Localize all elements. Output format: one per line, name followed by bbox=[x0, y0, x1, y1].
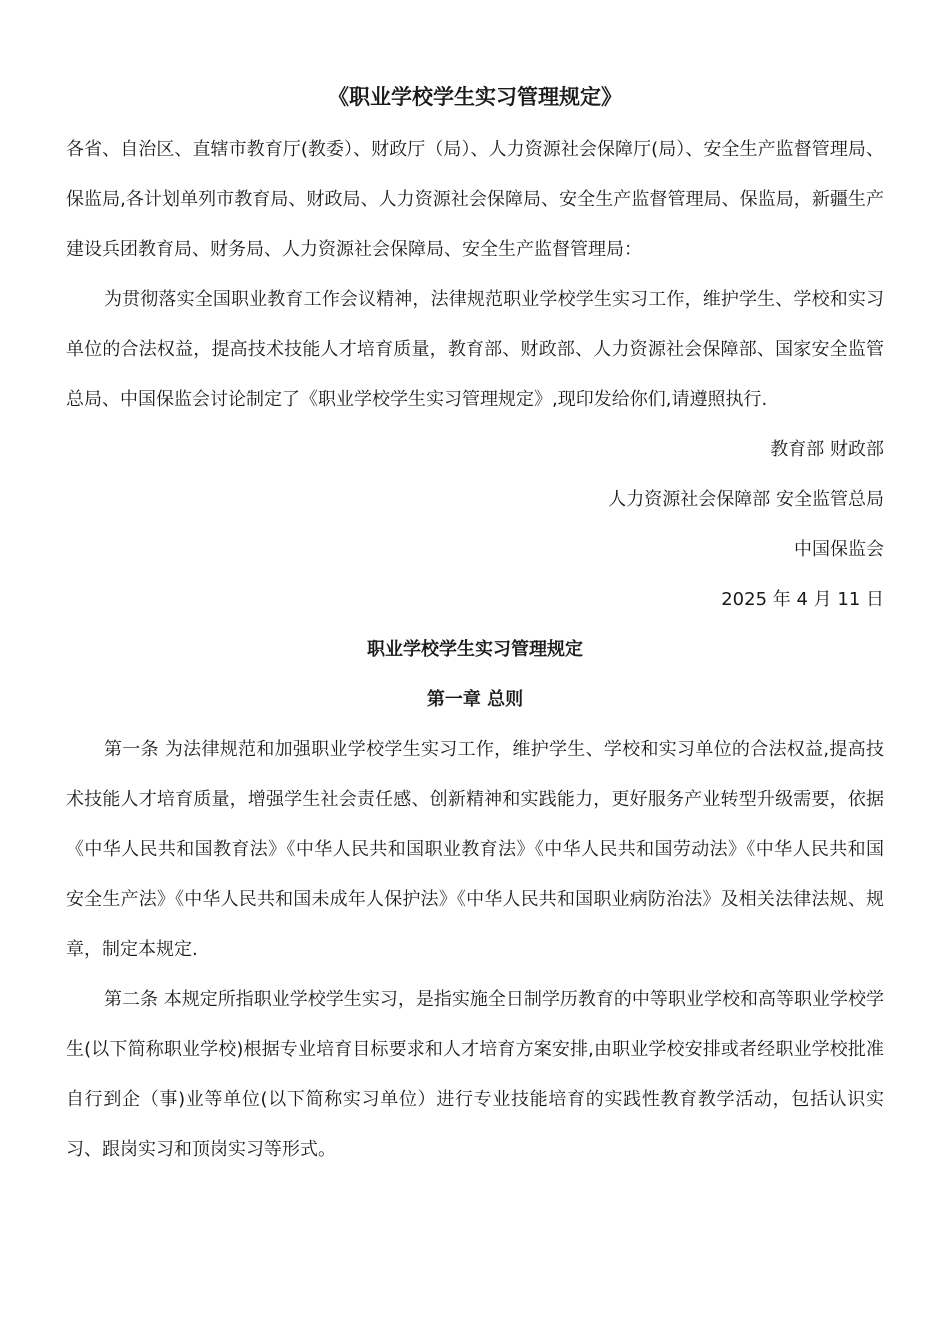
signature-hr-safety: 人力资源社会保障部 安全监管总局 bbox=[608, 489, 884, 510]
signature-insurance: 中国保监会 bbox=[794, 539, 884, 560]
addressee-paragraph: 各省、自治区、直辖市教育厅(教委）、财政厅（局）、人力资源社会保障厅(局）、安全生产监督管理局、保监局,各计划单列市教育局、财政局、人力资源社会保障局、安全生产监督管理局、保监局，新疆生产建设兵团教育局、财务局、人力资源社会保障局、安全生产监督管理局： bbox=[66, 139, 884, 260]
intro-paragraph: 为贯彻落实全国职业教育工作会议精神，法律规范职业学校学生实习工作，维护学生、学校和实习单位的合法权益，提高技术技能人才培育质量，教育部、财政部、人力资源社会保障部、国家安全监管总局、中国保监会讨论制定了《职业学校学生实习管理规定》,现印发给你们,请遵照执行. bbox=[66, 289, 884, 410]
signature-ministries: 教育部 财政部 bbox=[770, 439, 884, 460]
article-1: 第一条 为法律规范和加强职业学校学生实习工作，维护学生、学校和实习单位的合法权益,提高技术技能人才培育质量，增强学生社会责任感、创新精神和实践能力，更好服务产业转型升级需要，依据《中华人民共和国教育法》《中华人民共和国职业教育法》《中华人民共和国劳动法》《中华人民共和国安全生产法》《中华人民共和国未成年人保护法》《中华人民共和国职业病防治法》及相关法律法规、规章，制定本规定. bbox=[66, 739, 884, 960]
regulation-title: 职业学校学生实习管理规定 bbox=[367, 639, 583, 660]
signature-date: 2025 年 4 月 11 日 bbox=[721, 589, 884, 610]
document-title: 《职业学校学生实习管理规定》 bbox=[328, 85, 622, 109]
chapter-title: 第一章 总则 bbox=[426, 689, 524, 710]
article-2: 第二条 本规定所指职业学校学生实习，是指实施全日制学历教育的中等职业学校和高等职业学校学生(以下简称职业学校)根据专业培育目标要求和人才培育方案安排,由职业学校安排或者经职业学校批准自行到企（事)业等单位(以下简称实习单位）进行专业技能培育的实践性教育教学活动，包括认识实习、跟岗实习和顶岗实习等形式。 bbox=[66, 989, 884, 1160]
